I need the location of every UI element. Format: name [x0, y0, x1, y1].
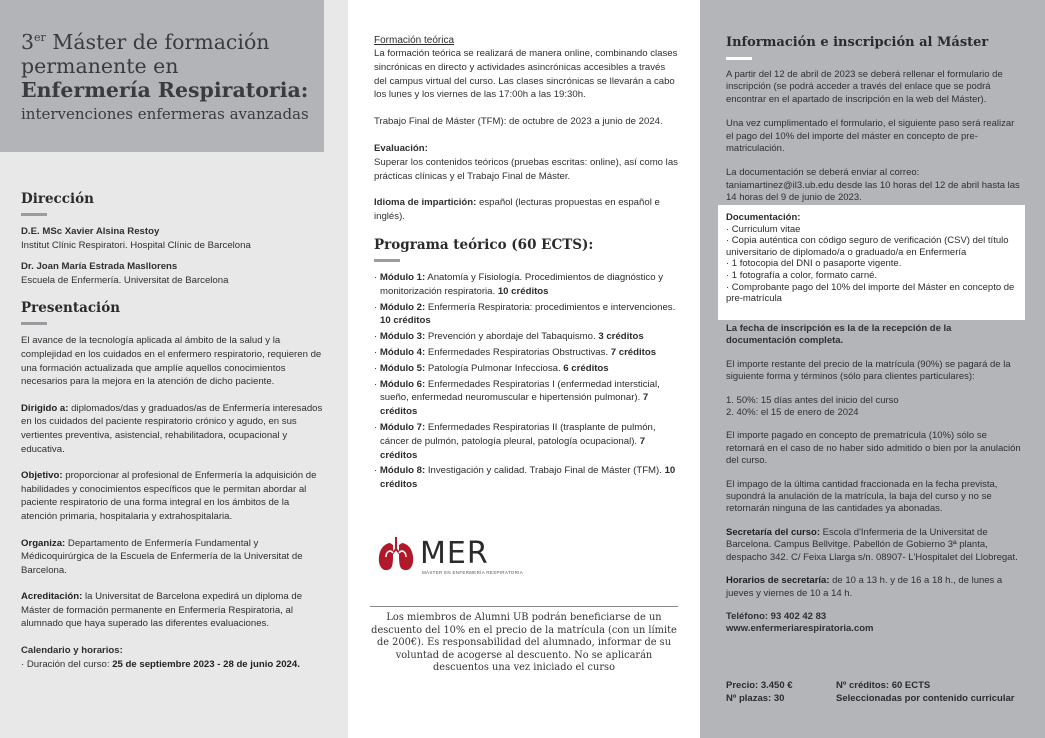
- module-item: · Módulo 7: Enfermedades Respiratorias II (trasplante de pulmón, cáncer de pulmón, patología pleural, patología ocupacional). 7 créditos: [374, 421, 656, 461]
- impago-note: El impago de la última cantidad fraccionada en la fecha prevista, supondrá la anulación de la matrícula, la baja del curso y no se retornarán ninguna de las cantidades ya abonadas.: [726, 478, 998, 515]
- title-band: [0, 0, 324, 152]
- website-link[interactable]: www.enfermeriarespiratoria.com: [726, 623, 874, 635]
- idioma-paragraph: Idioma de impartición: español (lecturas propuestas en español e inglés).: [374, 197, 660, 223]
- precio: Precio: 3.450 €: [726, 680, 793, 691]
- right-content-lower: [726, 323, 1022, 636]
- middle-panel: [348, 0, 700, 738]
- info-p3: La documentación se deberá enviar al correo: taniamartinez@il3.ub.edu desde las 10 horas del 12 de abril hasta las 14 horas del 9 de junio de 2023.: [726, 167, 1020, 204]
- alumni-discount-note: Los miembros de Alumni UB podrán beneficiarse de un descuento del 10% en el precio de la matrícula (con un límite de 200€). Es responsabilidad del alumnado, informar de su voluntad de acogerse al descuento. No se aplicarán descuentos una vez iniciado el curso: [370, 606, 678, 675]
- dirigido-paragraph: Dirigido a: diplomados/das y graduados/as de Enfermería interesados en los cuidados del paciente respiratorio crónico y agudo, en sus vertientes preventiva, asistencial, rehabilitadora, ocupacional y educativa.: [21, 402, 323, 455]
- director-2-affiliation: Escuela de Enfermería. Universitat de Barcelona: [21, 274, 229, 286]
- seleccion: Seleccionadas por contenido curricular: [836, 692, 1015, 704]
- heading-rule: [21, 213, 47, 216]
- heading-rule: [726, 57, 752, 60]
- info-p1: A partir del 12 de abril de 2023 se deberá rellenar el formulario de inscripción (se podrá acceder a través del enlace que se podrá encontrar en el apartado de inscripción en la web del Máster).: [726, 69, 1003, 105]
- doc-item: · 1 fotocopia del DNI o pasaporte vigente.: [726, 258, 902, 270]
- right-panel: [700, 0, 1045, 738]
- plazo-2: 2. 40%: el 15 de enero de 2024: [726, 407, 859, 419]
- title-line-3: Enfermería Respiratoria:: [21, 77, 309, 102]
- module-item: · Módulo 1: Anatomía y Fisiología. Procedimientos de diagnóstico y monitorización respiratoria. 10 créditos: [374, 271, 664, 297]
- director-1-name: D.E. MSc Xavier Alsina Restoy: [21, 226, 160, 237]
- title-line-1: 3er Máster de formación: [21, 29, 270, 54]
- duracion-line: · Duración del curso: 25 de septiembre 2023 - 28 de junio 2024.: [21, 658, 300, 670]
- acreditacion-paragraph: Acreditación: la Universitat de Barcelona expedirá un diploma de Máster de formación permanente en Enfermería Respiratoria, al alumnado que haya superado las diferentes evaluaciones.: [21, 591, 303, 630]
- module-item: · Módulo 3: Prevención y abordaje del Tabaquismo. 3 créditos: [374, 331, 644, 343]
- mer-logo: [376, 535, 523, 579]
- right-content: [726, 34, 1022, 205]
- doc-item: · Curriculum vitae: [726, 223, 801, 235]
- left-content: [21, 190, 327, 671]
- formacion-heading: Formación teórica: [374, 35, 455, 46]
- importe-restante: El importe restante del precio de la matrícula (90%) se pagará de la siguiente forma y términos (sólo para clientes particulares):: [726, 358, 1011, 383]
- evaluacion-text: Superar los contenidos teóricos (pruebas escritas: online), así como las prácticas clínicas y el Trabajo Final de Máster.: [374, 156, 678, 182]
- documentacion-box: [718, 205, 1025, 320]
- plazo-1: 1. 50%: 15 días antes del inicio del curso: [726, 394, 899, 406]
- doc-item: · Copia auténtica con código seguro de verificación (CSV) del título universitario de diplomado/a o graduado/a en Enfermería: [726, 235, 1009, 258]
- module-item: · Módulo 2: Enfermería Respiratoria: procedimientos e intervenciones. 10 créditos: [374, 301, 676, 327]
- presentacion-intro: El avance de la tecnología aplicada al ámbito de la salud y la complejidad en los cuidados en el enfermero respiratorio, requieren de una formación actualizada que amplíe aquellos conocimientos necesarios para la mejora en la atención de dicho paciente.: [21, 335, 322, 388]
- docs-heading: Documentación:: [726, 212, 801, 223]
- direccion-heading: Dirección: [21, 191, 94, 207]
- left-panel: [0, 0, 348, 738]
- director-2-name: Dr. Joan María Estrada Masllorens: [21, 261, 178, 273]
- module-item: · Módulo 5: Patología Pulmonar Infecciosa. 6 créditos: [374, 362, 609, 374]
- title-subtitle: intervenciones enfermeras avanzadas: [21, 104, 309, 123]
- title-line-2: permanente en: [21, 53, 179, 78]
- organiza-paragraph: Organiza: Departamento de Enfermería Fundamental y Médicoquirúrgica de la Escuela de Enfermería de la Universitat de Barcelona.: [21, 537, 303, 576]
- formacion-text: La formación teórica se realizará de manera online, combinando clases sincrónicas en directo y actividades asincrónicas accesibles a través del campus virtual del curso. Las clases sincrónicas se llevarán a cabo los lunes y los viernes de las 17:00h a las 19:30h.: [374, 48, 678, 101]
- module-item: · Módulo 8: Investigación y calidad. Trabajo Final de Máster (TFM). 10 créditos: [374, 465, 676, 491]
- plazas: Nº plazas: 30: [726, 692, 785, 704]
- info-p2: Una vez cumplimentado el formulario, el siguiente paso será realizar el pago del 10% del importe del máster en concepto de pre-matriculación.: [726, 118, 1015, 155]
- secretaria-paragraph: Secretaría del curso: Escola d'Infermeria de la Universitat de Barcelona. Campus Bellvitge. Pabellón de Gobierno 3ª planta, despacho 342. C/ Feixa Llarga s/n. 08907- L'Hospitalet del Llobregat.: [726, 526, 1018, 563]
- programa-heading: Programa teórico (60 ECTS):: [374, 236, 594, 253]
- heading-rule: [21, 322, 47, 325]
- prematricula-note: El importe pagado en concepto de prematrícula (10%) sólo se retornará en el caso de no haber sido admitido o bien por la anulación del curso.: [726, 430, 1021, 467]
- module-item: · Módulo 6: Enfermedades Respiratorias I (enfermedad intersticial, sueño, enfermedad neuromuscular e hipertensión pulmonar). 7 créditos: [374, 378, 660, 418]
- logo-wordmark: MER: [420, 536, 489, 571]
- logo-tagline: MÁSTER EN ENFERMERÍA RESPIRATORIA: [422, 570, 523, 575]
- doc-item: · Comprobante pago del 10% del importe del Máster en concepto de pre-matrícula: [726, 281, 1015, 305]
- horarios-paragraph: Horarios de secretaría: de 10 a 13 h. y de 16 a 18 h., de lunes a jueves y viernes de 10 a 14 h.: [726, 575, 1003, 599]
- fecha-inscripcion: La fecha de inscripción es la de la recepción de la documentación completa.: [726, 323, 952, 347]
- module-list: [374, 271, 678, 492]
- tfm-text: Trabajo Final de Máster (TFM): de octubre de 2023 a junio de 2024.: [374, 116, 663, 128]
- doc-item: · 1 fotografía a color, formato carné.: [726, 269, 878, 281]
- director-1-affiliation: Institut Clínic Respiratori. Hospital Clínic de Barcelona: [21, 239, 251, 251]
- heading-rule: [374, 259, 400, 262]
- evaluacion-label: Evaluación:: [374, 142, 428, 154]
- telefono[interactable]: Teléfono: 93 402 42 83: [726, 610, 827, 622]
- presentacion-heading: Presentación: [21, 300, 121, 317]
- creditos: Nº créditos: 60 ECTS: [836, 680, 931, 691]
- info-heading: Información e inscripción al Máster: [726, 35, 989, 50]
- module-item: · Módulo 4: Enfermedades Respiratorias Obstructivas. 7 créditos: [374, 346, 657, 358]
- middle-content: [374, 34, 678, 494]
- brochure-title: [21, 26, 321, 124]
- calendario-label: Calendario y horarios:: [21, 645, 123, 657]
- objetivo-paragraph: Objetivo: proporcionar al profesional de Enfermería la adquisición de habilidades y conocimientos específicos que le permitan abordar al paciente respiratorio de una forma integral en los ámbitos de la atención primaria, hospitalaria y extrahospitalaria.: [21, 470, 317, 522]
